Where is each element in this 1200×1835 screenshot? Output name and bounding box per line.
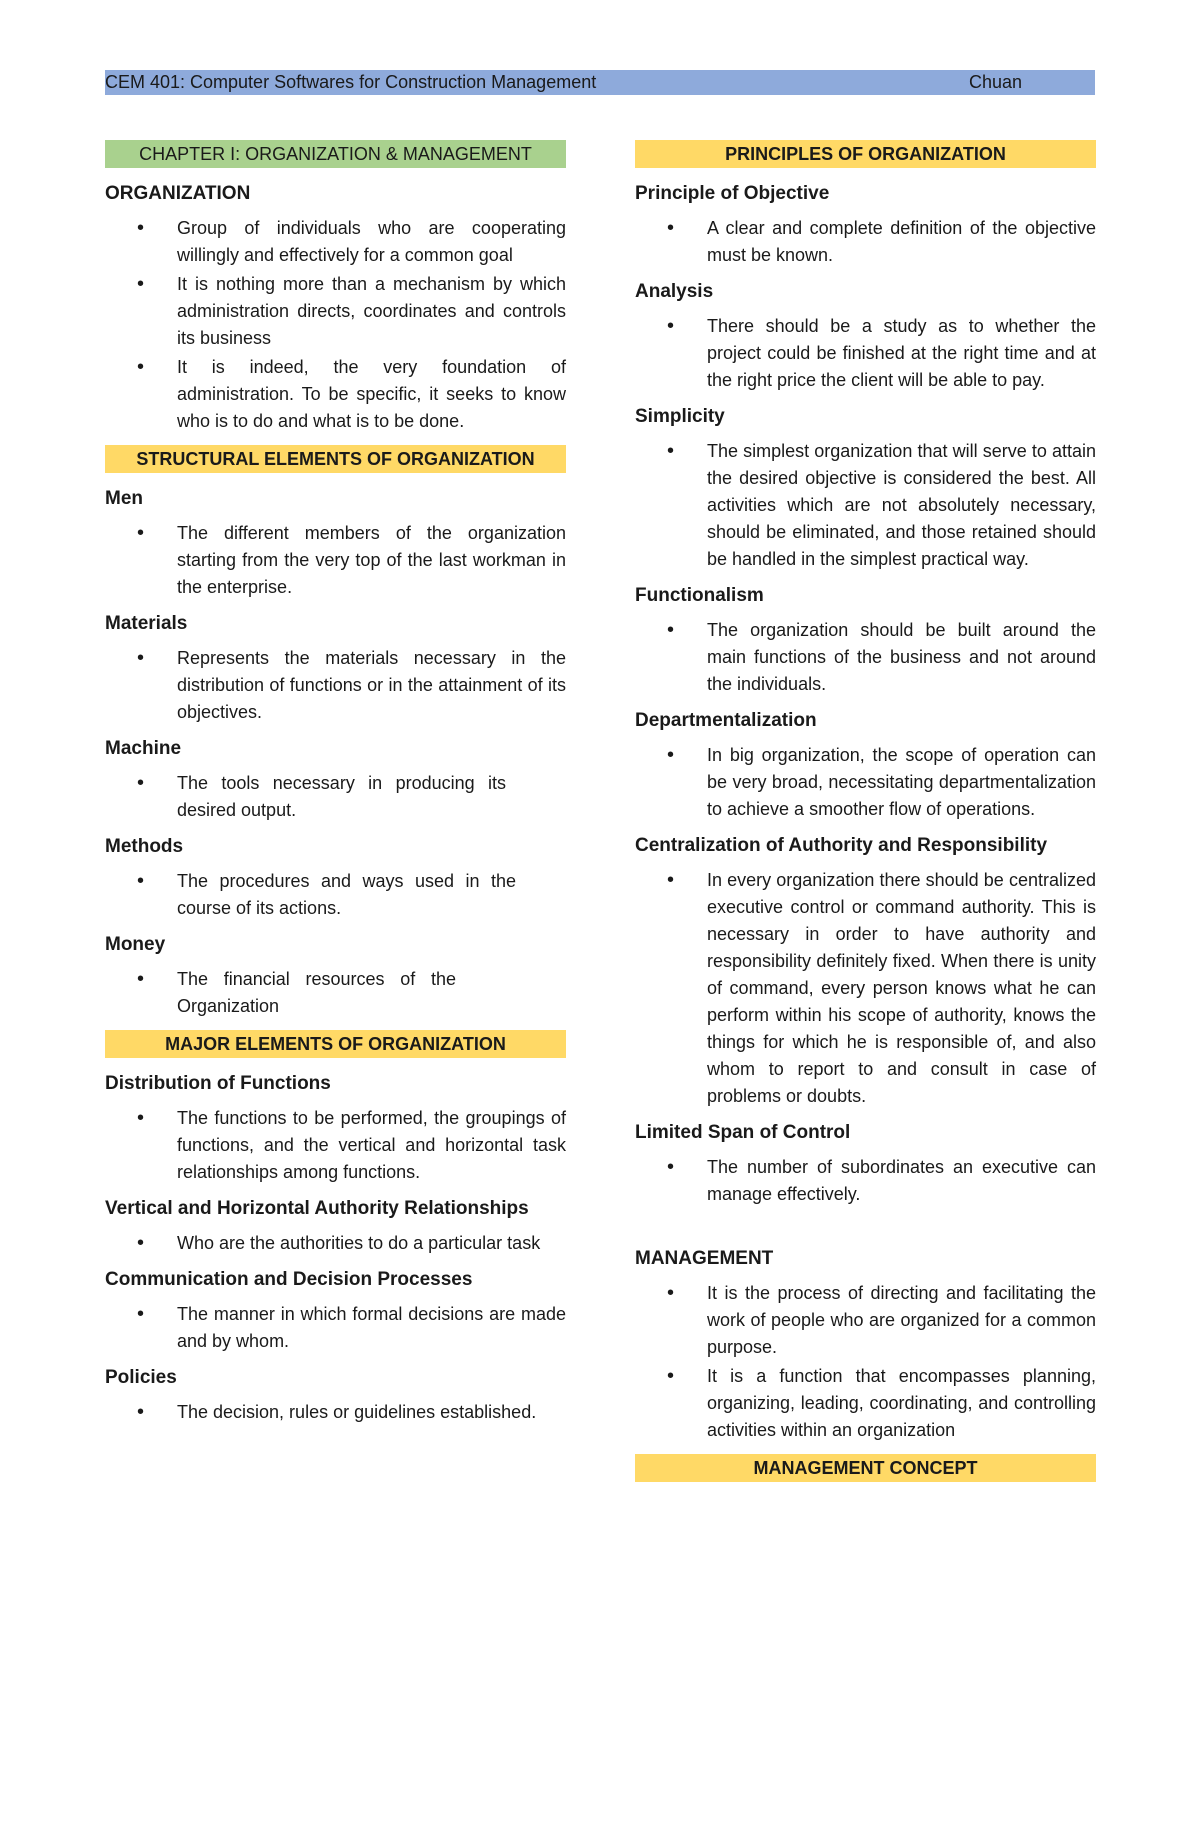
policies-heading: Policies bbox=[105, 1367, 177, 1388]
principles-banner: PRINCIPLES OF ORGANIZATION bbox=[635, 140, 1096, 168]
list-item: • In big organization, the scope of operation can be very broad, necessitating departmentalization to achieve a smoother flow of operations. bbox=[635, 742, 1096, 823]
list-item: • The different members of the organization starting from the very top of the last workman in the enterprise. bbox=[105, 520, 566, 601]
span-of-control-heading: Limited Span of Control bbox=[635, 1122, 851, 1143]
machine-heading: Machine bbox=[105, 738, 182, 759]
list-item: • It is a function that encompasses planning, organizing, leading, coordinating, and controlling activities within an organization bbox=[635, 1363, 1096, 1444]
management-list bbox=[635, 1280, 1096, 1444]
list-item: • In every organization there should be centralized executive control or command authority. This is necessary in order to have authority and responsibility definitely fixed. When there is unity of command, every person knows what he can perform within his scope of authority, knows the things for which he is responsible of, and also whom to report to and consult in case of problems or doubts. bbox=[635, 867, 1096, 1110]
organization-list bbox=[105, 215, 566, 435]
communication-heading: Communication and Decision Processes bbox=[105, 1269, 473, 1290]
list-item: • It is nothing more than a mechanism by which administration directs, coordinates and controls its business bbox=[105, 271, 566, 352]
list-item: • The number of subordinates an executive can manage effectively. bbox=[635, 1154, 1096, 1208]
right-column bbox=[635, 140, 1096, 1495]
page-header bbox=[105, 70, 1095, 95]
management-heading: MANAGEMENT bbox=[635, 1248, 774, 1269]
list-item: • The procedures and ways used in the course of its actions. bbox=[105, 868, 566, 922]
list-item: • The financial resources of the Organization bbox=[105, 966, 566, 1020]
list-item: • Who are the authorities to do a particular task bbox=[105, 1230, 566, 1257]
list-item: • There should be a study as to whether the project could be finished at the right time and at the right price the client will be able to pay. bbox=[635, 313, 1096, 394]
list-item: • The simplest organization that will serve to attain the desired objective is considered the best. All activities which are not absolutely necessary, should be eliminated, and those retained should be handled in the simplest practical way. bbox=[635, 438, 1096, 573]
list-item: • A clear and complete definition of the objective must be known. bbox=[635, 215, 1096, 269]
materials-heading: Materials bbox=[105, 613, 188, 634]
list-item: • The tools necessary in producing its desired output. bbox=[105, 770, 566, 824]
principle-objective-heading: Principle of Objective bbox=[635, 183, 830, 204]
men-heading: Men bbox=[105, 488, 143, 509]
methods-heading: Methods bbox=[105, 836, 184, 857]
chapter-banner: CHAPTER I: ORGANIZATION & MANAGEMENT bbox=[105, 140, 566, 168]
list-item: • The organization should be built around the main functions of the business and not around the individuals. bbox=[635, 617, 1096, 698]
distribution-heading: Distribution of Functions bbox=[105, 1073, 331, 1094]
departmentalization-heading: Departmentalization bbox=[635, 710, 817, 731]
functionalism-heading: Functionalism bbox=[635, 585, 764, 606]
management-concept-banner: MANAGEMENT CONCEPT bbox=[635, 1454, 1096, 1482]
structural-elements-banner: STRUCTURAL ELEMENTS OF ORGANIZATION bbox=[105, 445, 566, 473]
course-title: CEM 401: Computer Softwares for Construction Management bbox=[105, 72, 597, 92]
list-item: • Group of individuals who are cooperating willingly and effectively for a common goal bbox=[105, 215, 566, 269]
major-elements-banner: MAJOR ELEMENTS OF ORGANIZATION bbox=[105, 1030, 566, 1058]
centralization-heading: Centralization of Authority and Responsibility bbox=[635, 835, 1048, 856]
organization-heading: ORGANIZATION bbox=[105, 183, 251, 204]
authority-relationships-heading: Vertical and Horizontal Authority Relationships bbox=[105, 1198, 529, 1219]
simplicity-heading: Simplicity bbox=[635, 406, 725, 427]
list-item: • The functions to be performed, the groupings of functions, and the vertical and horizontal task relationships among functions. bbox=[105, 1105, 566, 1186]
list-item: • It is indeed, the very foundation of administration. To be specific, it seeks to know who is to do and what is to be done. bbox=[105, 354, 566, 435]
author-name: Chuan bbox=[969, 72, 1023, 92]
analysis-heading: Analysis bbox=[635, 281, 714, 302]
list-item: • The decision, rules or guidelines established. bbox=[105, 1399, 566, 1426]
money-heading: Money bbox=[105, 934, 166, 955]
list-item: • The manner in which formal decisions are made and by whom. bbox=[105, 1301, 566, 1355]
list-item: • It is the process of directing and facilitating the work of people who are organized for a common purpose. bbox=[635, 1280, 1096, 1361]
list-item: • Represents the materials necessary in the distribution of functions or in the attainment of its objectives. bbox=[105, 645, 566, 726]
left-column bbox=[105, 140, 566, 1436]
